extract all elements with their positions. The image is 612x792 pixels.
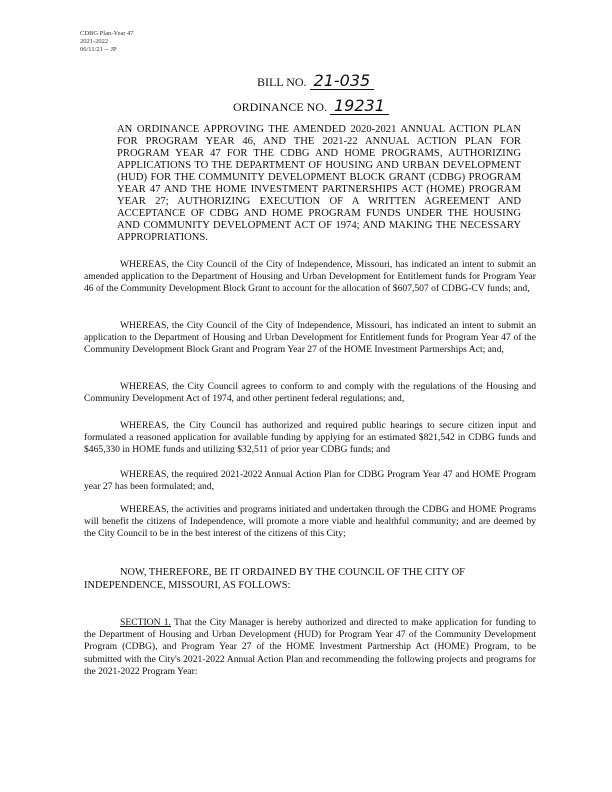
bill-number-value: 21-035 bbox=[310, 73, 375, 90]
header-line-1: CDBG Plan-Year 47 bbox=[80, 30, 134, 37]
section-1 bbox=[84, 617, 536, 678]
whereas-paragraph: WHEREAS, the City Council of the City of Independence, Missouri, has indicated an intent to submit an application to the Department of Housing and Urban Development for Entitlement funds for Program Year 47 of the Community Development Block Grant and Program Year 27 of the HOME Investment Partnerships Act; and, bbox=[84, 320, 536, 356]
bill-label: BILL NO. bbox=[257, 75, 307, 89]
whereas-paragraph: WHEREAS, the City Council agrees to conform to and comply with the regulations of the Housing and Community Development Act of 1974, and other pertinent federal regulations; and, bbox=[84, 381, 536, 405]
whereas-paragraph: WHEREAS, the City Council of the City of Independence, Missouri, has indicated an intent to submit an amended application to the Department of Housing and Urban Development for Entitlement funds for Program Year 46 of the Community Development Block Grant to account for the allocation of $607,507 of CDBG-CV funds; and, bbox=[84, 259, 536, 295]
bill-number bbox=[257, 73, 374, 90]
document-header bbox=[80, 30, 134, 54]
whereas-paragraph: WHEREAS, the required 2021-2022 Annual Action Plan for CDBG Program Year 47 and HOME Program year 27 has been formulated; and, bbox=[84, 469, 536, 493]
header-line-2: 2021-2022 bbox=[80, 38, 109, 45]
header-line-3: 06/11/21 -- JP bbox=[80, 46, 117, 53]
ordinance-title: AN ORDINANCE APPROVING THE AMENDED 2020-2021 ANNUAL ACTION PLAN FOR PROGRAM YEAR 46, AND THE 2021-22 ANNUAL ACTION PLAN FOR PROGRAM YEAR 47 FOR THE CDBG AND HOME PROGRAMS, AUTHORIZING APPLICATIONS TO THE DEPARTMENT OF HOUSING AND URBAN DEVELOPMENT (HUD) FOR THE COMMUNITY DEVELOPMENT BLOCK GRANT (CDBG) PROGRAM YEAR 47 AND THE HOME INVESTMENT PARTNERSHIPS ACT (HOME) PROGRAM YEAR 27; AUTHORIZING EXECUTION OF A WRITTEN AGREEMENT AND ACCEPTANCE OF CDBG AND HOME PROGRAM FUNDS UNDER THE HOUSING AND COMMUNITY DEVELOPMENT ACT OF 1974; AND MAKING THE NECESSARY APPROPRIATIONS. bbox=[117, 124, 521, 243]
whereas-paragraph: WHEREAS, the City Council has authorized and required public hearings to secure citizen input and formulated a reasoned application for available funding by applying for an estimated $821,542 in CDBG funds and $465,330 in HOME funds and utilizing $32,511 of prior year CDBG funds; and bbox=[84, 420, 536, 456]
ordinance-number-value: 19231 bbox=[330, 98, 389, 115]
section-1-label: SECTION 1. bbox=[120, 617, 171, 628]
section-1-text: That the City Manager is hereby authorized and directed to make application for funding to the Department of Housing and Urban Development (HUD) for Program Year 47 of the Community Development Program (CDBG), and Program Year 27 of the HOME Investment Partnership Act (HOME) Program, to be submitted with the City's 2021-2022 Annual Action Plan and recommending the following projects and programs for the 2021-2022 Program Year: bbox=[84, 617, 536, 677]
whereas-paragraph: WHEREAS, the activities and programs initiated and undertaken through the CDBG and HOME Programs will benefit the citizens of Independence, will promote a more viable and healthful community; and are deemed by the City Council to be in the best interest of the citizens of this City; bbox=[84, 504, 536, 540]
ordinance-label: ORDINANCE NO. bbox=[233, 100, 327, 114]
ordinance-number bbox=[233, 98, 389, 115]
ordain-clause: NOW, THEREFORE, BE IT ORDAINED BY THE COUNCIL OF THE CITY OF INDEPENDENCE, MISSOURI, AS FOLLOWS: bbox=[84, 567, 465, 591]
